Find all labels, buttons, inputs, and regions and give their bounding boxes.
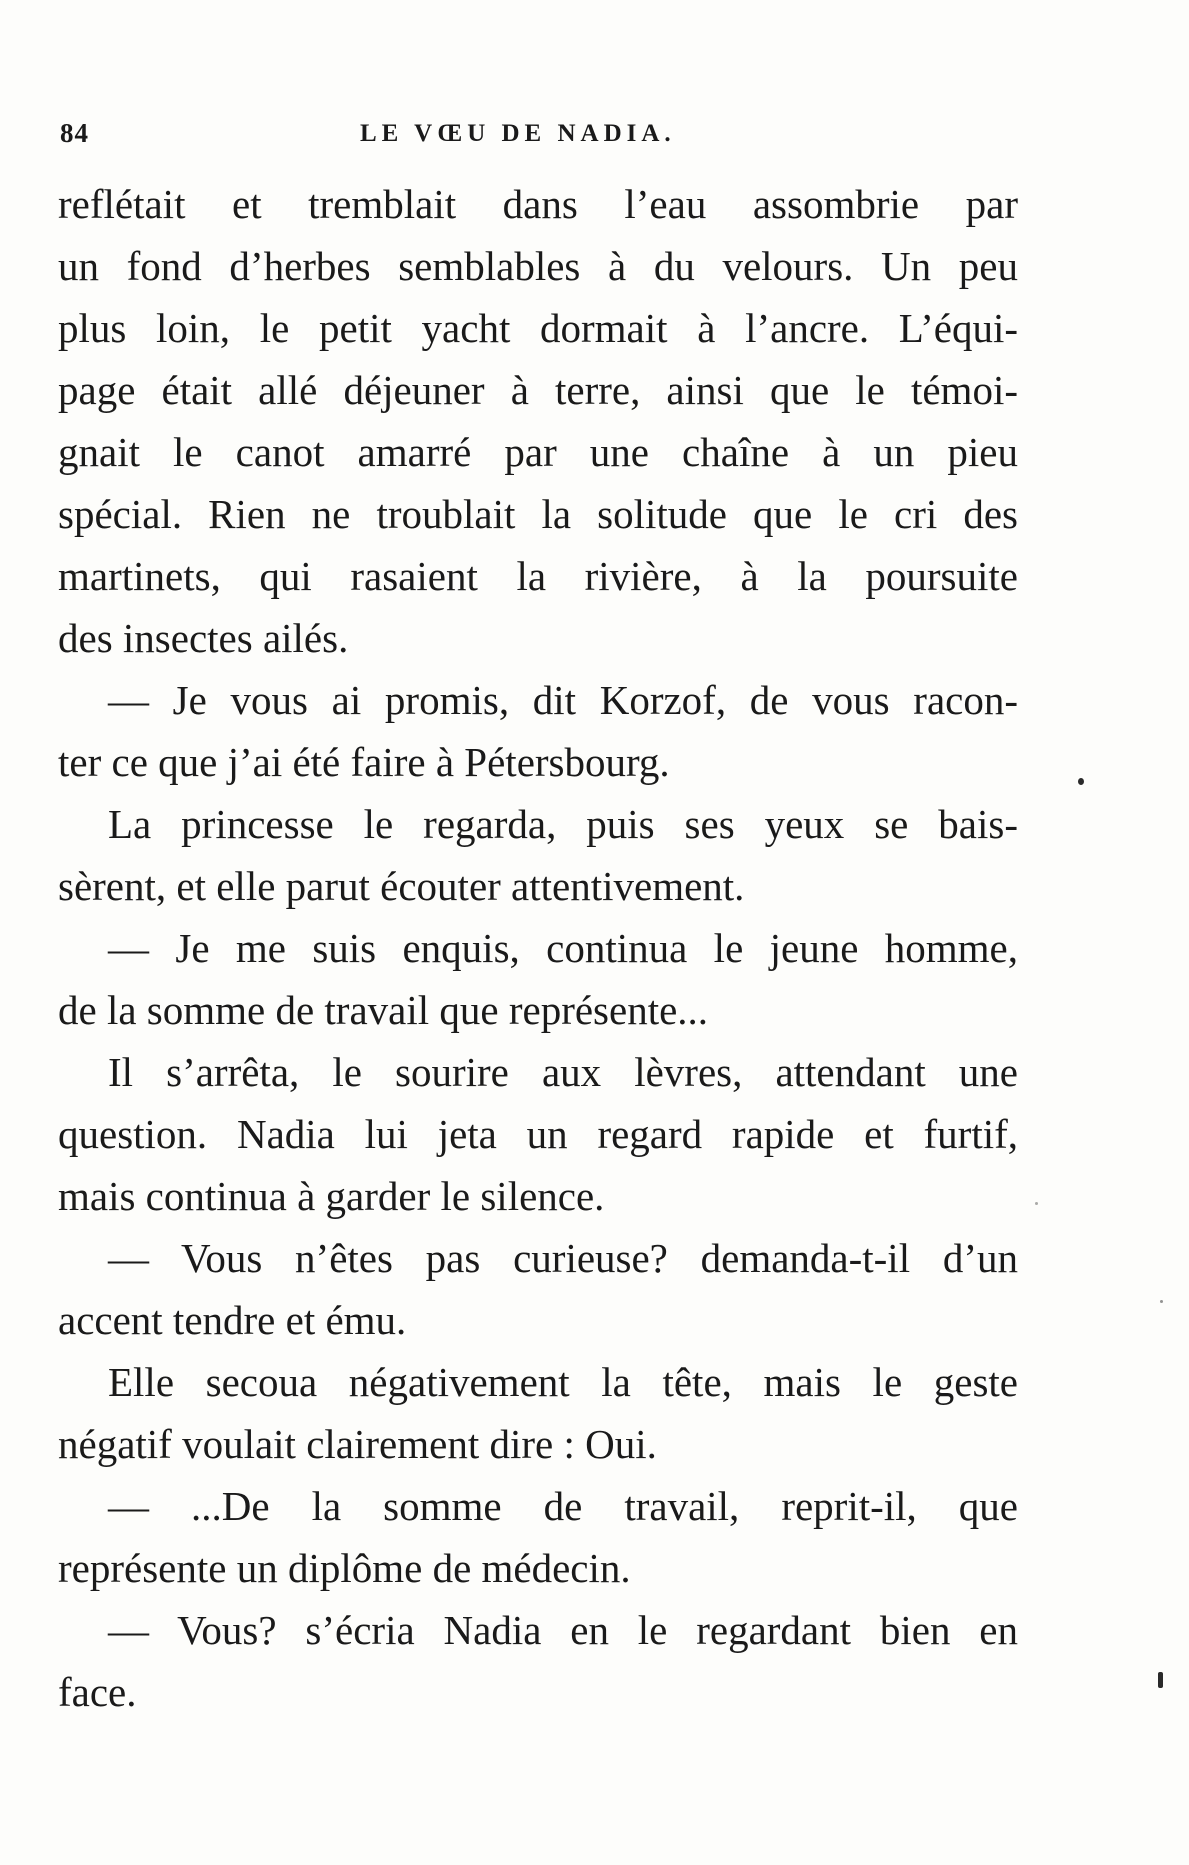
- text-line: La princesse le regarda, puis ses yeux se bais-: [108, 801, 1018, 847]
- ink-speck: [1078, 778, 1084, 785]
- page-number: 84: [60, 118, 89, 148]
- text-line: gnait le canot amarré par une chaîne à un pieu: [58, 429, 1018, 475]
- text-line: des insectes ailés.: [58, 615, 349, 661]
- text-line: mais continua à garder le silence.: [58, 1173, 605, 1219]
- text-line: — Je me suis enquis, continua le jeune homme,: [108, 925, 1018, 971]
- text-line: reflétait et tremblait dans l’eau assombrie par: [58, 181, 1018, 227]
- body-text: [58, 173, 1018, 1723]
- text-line: face.: [58, 1669, 137, 1715]
- ink-speck: [1035, 1202, 1038, 1205]
- text-line: plus loin, le petit yacht dormait à l’ancre. L’équi-: [58, 305, 1018, 351]
- text-line: sèrent, et elle parut écouter attentivement.: [58, 863, 745, 909]
- text-line: page était allé déjeuner à terre, ainsi que le témoi-: [58, 367, 1018, 413]
- text-line: martinets, qui rasaient la rivière, à la poursuite: [58, 553, 1018, 599]
- text-line: négatif voulait clairement dire : Oui.: [58, 1421, 657, 1467]
- ink-speck: [1158, 1672, 1163, 1688]
- text-line: accent tendre et ému.: [58, 1297, 407, 1343]
- ink-speck: [1160, 1300, 1163, 1303]
- text-line: Il s’arrêta, le sourire aux lèvres, attendant une: [108, 1049, 1018, 1095]
- text-line: — Vous? s’écria Nadia en le regardant bien en: [108, 1607, 1018, 1653]
- text-line: spécial. Rien ne troublait la solitude que le cri des: [58, 491, 1018, 537]
- running-title: LE VŒU DE NADIA.: [360, 120, 676, 147]
- running-head: [60, 118, 1022, 158]
- text-line: — Vous n’êtes pas curieuse? demanda-t-il d’un: [108, 1235, 1018, 1281]
- text-line: de la somme de travail que représente...: [58, 987, 709, 1033]
- text-line: représente un diplôme de médecin.: [58, 1545, 631, 1591]
- text-line: ter ce que j’ai été faire à Pétersbourg.: [58, 739, 670, 785]
- text-line: un fond d’herbes semblables à du velours. Un peu: [58, 243, 1018, 289]
- text-line: Elle secoua négativement la tête, mais le geste: [108, 1359, 1018, 1405]
- text-line: question. Nadia lui jeta un regard rapide et furtif,: [58, 1111, 1018, 1157]
- text-line: — ...De la somme de travail, reprit-il, que: [108, 1483, 1018, 1529]
- text-line: — Je vous ai promis, dit Korzof, de vous racon-: [108, 677, 1018, 723]
